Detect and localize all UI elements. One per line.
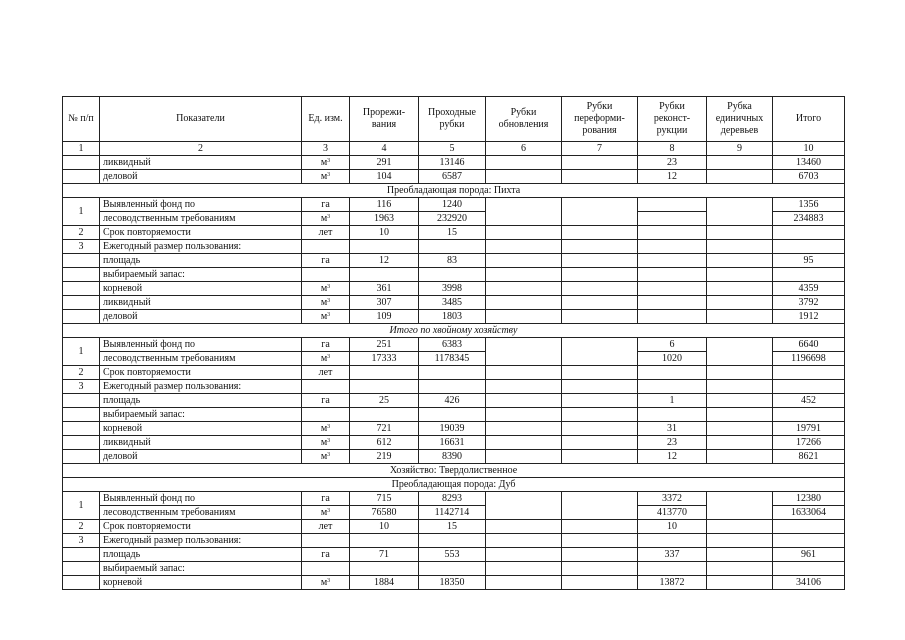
header-unit: Ед. изм. [302, 97, 350, 142]
table-row [63, 338, 845, 352]
unit-cell: га [302, 394, 350, 408]
value-cell: 337 [638, 548, 707, 562]
table-row [63, 450, 845, 464]
row-number: 1 [63, 198, 100, 226]
unit-cell: га [302, 492, 350, 506]
value-cell: 12380 [773, 492, 845, 506]
table-row [63, 562, 845, 576]
forest-use-table [62, 96, 845, 590]
table-row [63, 576, 845, 590]
unit-cell: $м^3$ [302, 282, 350, 296]
value-cell: 17333 [350, 352, 419, 366]
colnum: 6 [486, 142, 562, 156]
table-row [63, 366, 845, 380]
value-cell: 12 [638, 450, 707, 464]
value-cell: 8293 [419, 492, 486, 506]
row-label: Выявленный фонд по [100, 338, 302, 352]
row-label: Ежегодный размер пользования: [100, 380, 302, 394]
table-row [63, 534, 845, 548]
section-title-oak: Преобладающая порода: Дуб [63, 478, 845, 492]
header-single-tree: Рубка единичных деревьев [707, 97, 773, 142]
value-cell: 1 [638, 394, 707, 408]
table-row [63, 240, 845, 254]
value-cell: 6640 [773, 338, 845, 352]
value-cell: 25 [350, 394, 419, 408]
row-label: деловой [100, 310, 302, 324]
value-cell: 961 [773, 548, 845, 562]
unit-cell: га [302, 338, 350, 352]
value-cell: 71 [350, 548, 419, 562]
unit-cell: $м^3$ [302, 506, 350, 520]
value-cell: 6383 [419, 338, 486, 352]
value-cell: 15 [419, 520, 486, 534]
row-number: 2 [63, 520, 100, 534]
value-cell: 232920 [419, 212, 486, 226]
row-label: Ежегодный размер пользования: [100, 534, 302, 548]
row-label: выбираемый запас: [100, 562, 302, 576]
section-title-hardwood: Хозяйство: Твердолиственное [63, 464, 845, 478]
unit-cell: $м^3$ [302, 352, 350, 366]
value-cell: 721 [350, 422, 419, 436]
value-cell: 23 [638, 156, 707, 170]
section-row [63, 184, 845, 198]
value-cell: 219 [350, 450, 419, 464]
value-cell: 13460 [773, 156, 845, 170]
section-row [63, 324, 845, 338]
unit-cell: лет [302, 226, 350, 240]
value-cell: 1633064 [773, 506, 845, 520]
value-cell: 19791 [773, 422, 845, 436]
colnum: 7 [562, 142, 638, 156]
value-cell: 83 [419, 254, 486, 268]
table-row [63, 548, 845, 562]
row-label: деловой [100, 450, 302, 464]
unit-cell: га [302, 198, 350, 212]
unit-cell: $м^3$ [302, 212, 350, 226]
row-number: 2 [63, 226, 100, 240]
value-cell: 6587 [419, 170, 486, 184]
table-row [63, 310, 845, 324]
header-num: № п/п [63, 97, 100, 142]
row-label: ликвидный [100, 296, 302, 310]
value-cell: 31 [638, 422, 707, 436]
value-cell: 6703 [773, 170, 845, 184]
value-cell: 1356 [773, 198, 845, 212]
value-cell: 8390 [419, 450, 486, 464]
value-cell: 18350 [419, 576, 486, 590]
row-label: корневой [100, 576, 302, 590]
section-title-conifer-total: Итого по хвойному хозяйству [63, 324, 845, 338]
colnum: 8 [638, 142, 707, 156]
colnum: 9 [707, 142, 773, 156]
value-cell: 116 [350, 198, 419, 212]
section-row [63, 464, 845, 478]
value-cell: 12 [350, 254, 419, 268]
row-label: площадь [100, 254, 302, 268]
row-label: Выявленный фонд по [100, 198, 302, 212]
unit-cell: $м^3$ [302, 296, 350, 310]
row-label: лесоводственным требованиям [100, 506, 302, 520]
value-cell: 95 [773, 254, 845, 268]
value-cell: 361 [350, 282, 419, 296]
value-cell: 1803 [419, 310, 486, 324]
value-cell: 12 [638, 170, 707, 184]
value-cell: 413770 [638, 506, 707, 520]
value-cell: 19039 [419, 422, 486, 436]
value-cell: 10 [638, 520, 707, 534]
value-cell: 76580 [350, 506, 419, 520]
row-label: Ежегодный размер пользования: [100, 240, 302, 254]
value-cell: 6 [638, 338, 707, 352]
value-cell: 307 [350, 296, 419, 310]
row-label: выбираемый запас: [100, 268, 302, 282]
value-cell: 1142714 [419, 506, 486, 520]
colnum: 2 [100, 142, 302, 156]
row-label: корневой [100, 422, 302, 436]
row-label: площадь [100, 548, 302, 562]
header-thinning: Прорежи-вания [350, 97, 419, 142]
table-row [63, 492, 845, 506]
unit-cell: $м^3$ [302, 450, 350, 464]
section-title-fir: Преобладающая порода: Пихта [63, 184, 845, 198]
value-cell: 1196698 [773, 352, 845, 366]
unit-cell: га [302, 548, 350, 562]
value-cell: 13146 [419, 156, 486, 170]
section-row [63, 478, 845, 492]
header-reconstruction: Рубки реконст-рукции [638, 97, 707, 142]
table-row [63, 254, 845, 268]
value-cell: 10 [350, 520, 419, 534]
value-cell: 10 [350, 226, 419, 240]
value-cell: 715 [350, 492, 419, 506]
value-cell: 612 [350, 436, 419, 450]
unit-cell: $м^3$ [302, 436, 350, 450]
unit-cell: га [302, 254, 350, 268]
table-row [63, 198, 845, 212]
table-row [63, 156, 845, 170]
row-label: Выявленный фонд по [100, 492, 302, 506]
row-number: 2 [63, 366, 100, 380]
table-row [63, 380, 845, 394]
colnum: 5 [419, 142, 486, 156]
row-label: корневой [100, 282, 302, 296]
unit-cell: $м^3$ [302, 422, 350, 436]
unit-cell: $м^3$ [302, 310, 350, 324]
value-cell: 251 [350, 338, 419, 352]
header-passage: Проходные рубки [419, 97, 486, 142]
value-cell: 426 [419, 394, 486, 408]
row-number: 3 [63, 380, 100, 394]
row-label: деловой [100, 170, 302, 184]
row-label: ликвидный [100, 156, 302, 170]
table-row [63, 268, 845, 282]
value-cell: 1178345 [419, 352, 486, 366]
value-cell: 1912 [773, 310, 845, 324]
row-label: лесоводственным требованиям [100, 352, 302, 366]
value-cell: 16631 [419, 436, 486, 450]
value-cell: 3485 [419, 296, 486, 310]
row-label: площадь [100, 394, 302, 408]
value-cell: 3372 [638, 492, 707, 506]
unit-cell: $м^3$ [302, 576, 350, 590]
header-indicators: Показатели [100, 97, 302, 142]
table-row [63, 408, 845, 422]
value-cell: 1884 [350, 576, 419, 590]
unit-cell: лет [302, 366, 350, 380]
value-cell: 104 [350, 170, 419, 184]
unit-cell: $м^3$ [302, 170, 350, 184]
value-cell: 17266 [773, 436, 845, 450]
value-cell: 8621 [773, 450, 845, 464]
row-label: ликвидный [100, 436, 302, 450]
table-row [63, 226, 845, 240]
value-cell: 3998 [419, 282, 486, 296]
row-number: 1 [63, 492, 100, 520]
value-cell: 553 [419, 548, 486, 562]
header-total: Итого [773, 97, 845, 142]
value-cell: 4359 [773, 282, 845, 296]
value-cell: 109 [350, 310, 419, 324]
header-row [63, 97, 845, 142]
value-cell: 15 [419, 226, 486, 240]
colnum: 1 [63, 142, 100, 156]
table-row [63, 394, 845, 408]
value-cell: 234883 [773, 212, 845, 226]
colnum: 4 [350, 142, 419, 156]
value-cell: 1240 [419, 198, 486, 212]
row-label: Срок повторяемости [100, 226, 302, 240]
value-cell: 13872 [638, 576, 707, 590]
header-reformation: Рубки переформи-рования [562, 97, 638, 142]
table-row [63, 520, 845, 534]
value-cell: 3792 [773, 296, 845, 310]
value-cell: 1020 [638, 352, 707, 366]
row-label: Срок повторяемости [100, 366, 302, 380]
unit-cell: $м^3$ [302, 156, 350, 170]
value-cell: 34106 [773, 576, 845, 590]
unit-cell: лет [302, 520, 350, 534]
row-number: 3 [63, 534, 100, 548]
column-number-row [63, 142, 845, 156]
value-cell: 1963 [350, 212, 419, 226]
row-number: 3 [63, 240, 100, 254]
value-cell: 291 [350, 156, 419, 170]
colnum: 3 [302, 142, 350, 156]
table-row [63, 170, 845, 184]
row-label: лесоводственным требованиям [100, 212, 302, 226]
table-row [63, 296, 845, 310]
table-row [63, 422, 845, 436]
header-renewal: Рубки обновления [486, 97, 562, 142]
row-number: 1 [63, 338, 100, 366]
table-row [63, 282, 845, 296]
table-row [63, 436, 845, 450]
colnum: 10 [773, 142, 845, 156]
row-label: выбираемый запас: [100, 408, 302, 422]
value-cell: 23 [638, 436, 707, 450]
value-cell: 452 [773, 394, 845, 408]
row-label: Срок повторяемости [100, 520, 302, 534]
